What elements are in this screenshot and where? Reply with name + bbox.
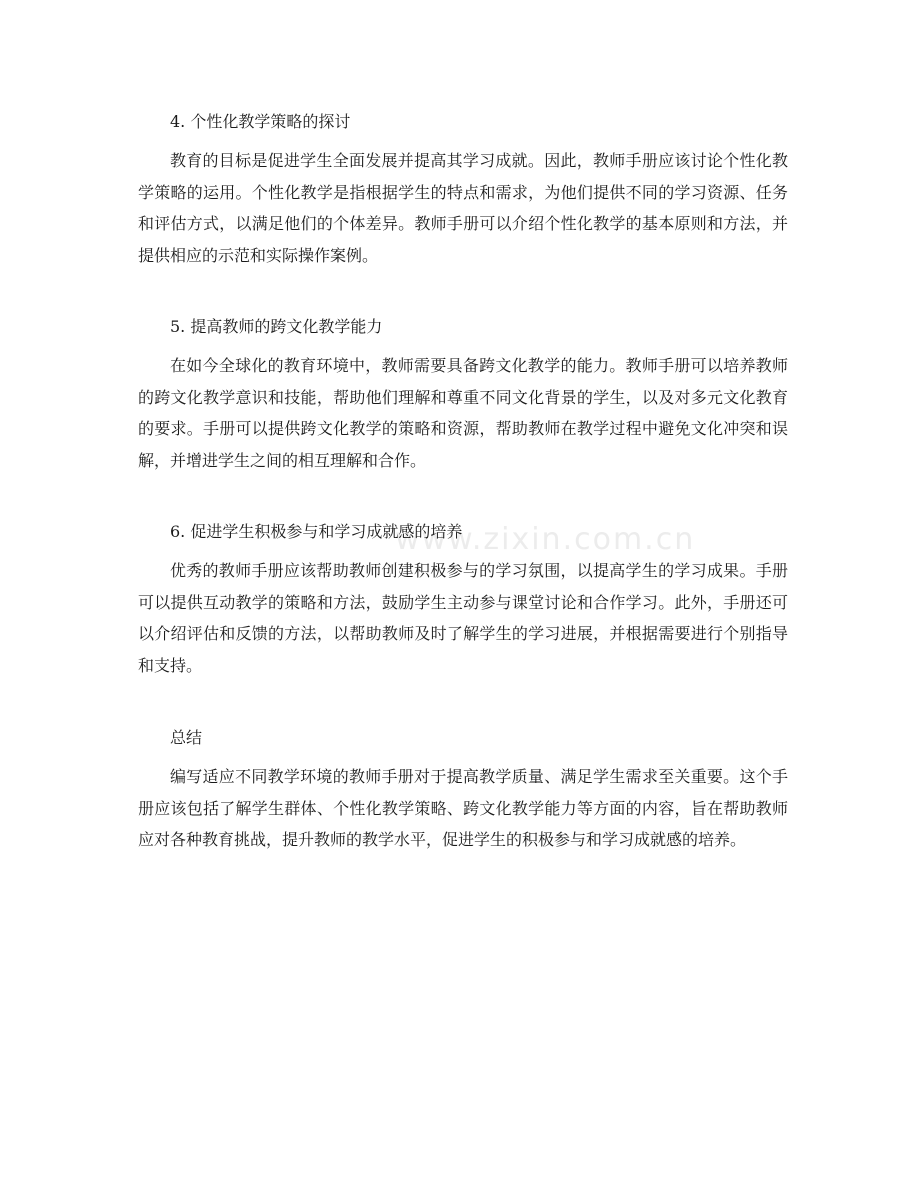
paragraph-text: 编写适应不同教学环境的教师手册对于提高教学质量、满足学生需求至关重要。这个手册应该包括了解学生群体、个性化教学策略、跨文化教学能力等方面的内容，旨在帮助教师应对各种教育挑战，提升教师的教学水平，促进学生的积极参与和学习成就感的培养。 xyxy=(138,767,788,849)
paragraph-text: 优秀的教师手册应该帮助教师创建积极参与的学习氛围，以提高学生的学习成果。手册可以提供互动教学的策略和方法，鼓励学生主动参与课堂讨论和合作学习。此外，手册还可以介绍评估和反馈的方法，以帮助教师及时了解学生的学习进展，并根据需要进行个别指导和支持。 xyxy=(138,561,788,675)
section-heading-4: 4. 个性化教学策略的探讨 xyxy=(170,112,351,131)
section-paragraph-5 xyxy=(138,350,788,476)
section-paragraph-6 xyxy=(138,555,788,681)
summary-paragraph xyxy=(138,761,788,856)
watermark: www.zixin.com.cn xyxy=(395,522,696,557)
paragraph-text: 在如今全球化的教育环境中，教师需要具备跨文化教学的能力。教师手册可以培养教师的跨文化教学意识和技能，帮助他们理解和尊重不同文化背景的学生，以及对多元文化教育的要求。手册可以提供跨文化教学的策略和资源，帮助教师在教学过程中避免文化冲突和误解，并增进学生之间的相互理解和合作。 xyxy=(138,356,788,470)
paragraph-text: 教育的目标是促进学生全面发展并提高其学习成就。因此，教师手册应该讨论个性化教学策略的运用。个性化教学是指根据学生的特点和需求，为他们提供不同的学习资源、任务和评估方式，以满足他们的个体差异。教师手册可以介绍个性化教学的基本原则和方法，并提供相应的示范和实际操作案例。 xyxy=(138,151,788,265)
section-heading-5: 5. 提高教师的跨文化教学能力 xyxy=(170,317,383,336)
section-paragraph-4 xyxy=(138,145,788,271)
section-heading-6: 6. 促进学生积极参与和学习成就感的培养 xyxy=(170,522,463,541)
summary-heading: 总结 xyxy=(170,728,203,747)
